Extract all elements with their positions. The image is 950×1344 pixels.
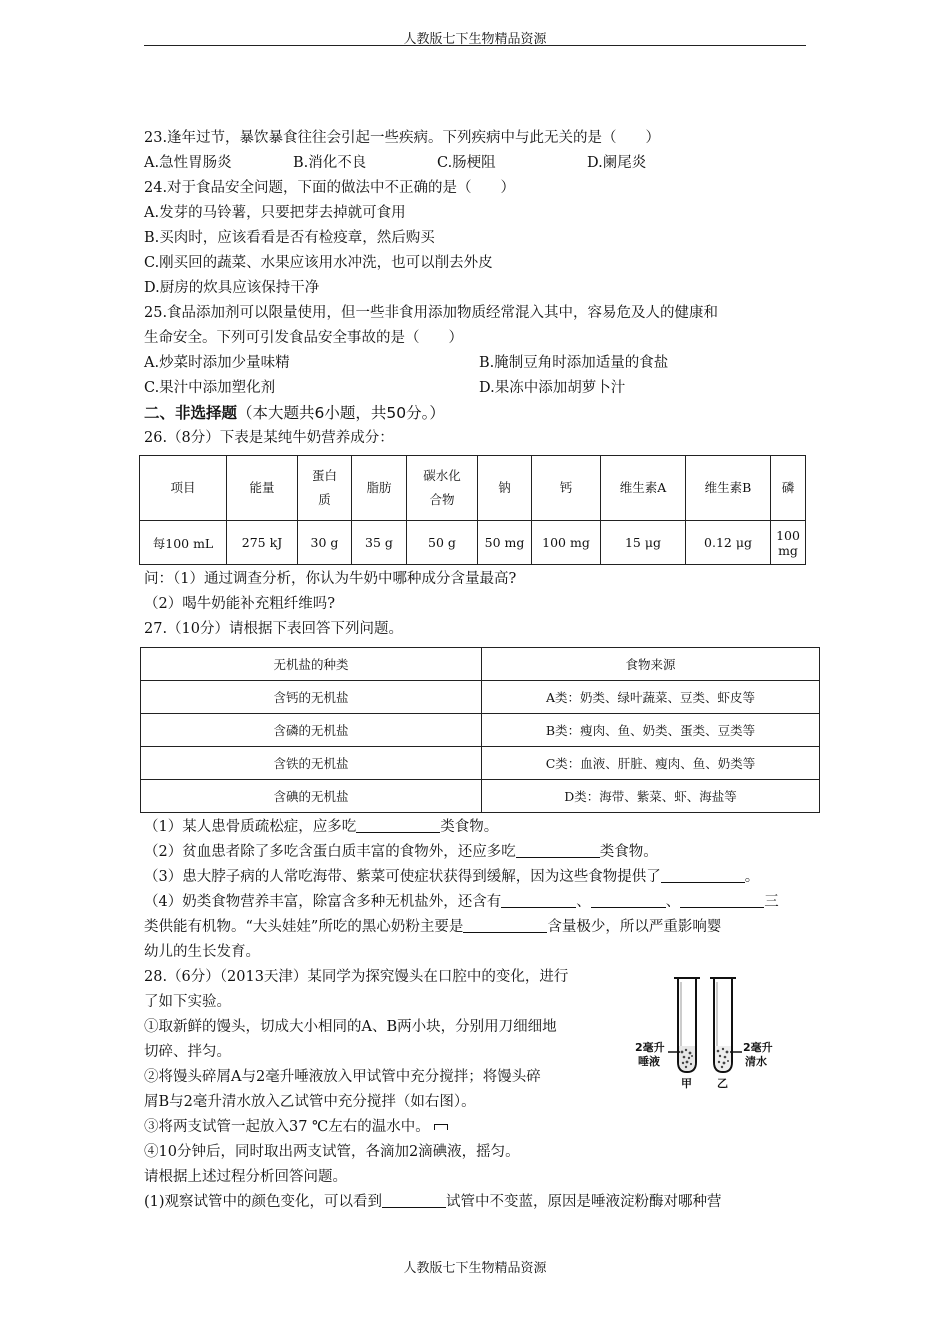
q28-stem-2: 了如下实验。 <box>144 994 231 1010</box>
table-cell: 100 mg <box>532 521 601 565</box>
table-cell: 50 mg <box>478 521 532 565</box>
table-cell: 15 μg <box>601 521 686 565</box>
q27-part-4-cont <box>144 915 810 940</box>
section-note: （本大题共6小题，共50分。） <box>237 404 445 422</box>
table-header-cell: 食物来源 <box>482 648 820 681</box>
table-header-text: 碳水化 合物 <box>423 468 461 507</box>
q28-step-5: 请根据上述过程分析回答问题。 <box>144 1169 347 1185</box>
q26-stem: 26.（8分）下表是某纯牛奶营养成分： <box>144 430 394 446</box>
q27-part-4-tail: 三 <box>764 894 779 910</box>
page-header: 人教版七下生物精品资源 <box>403 32 547 47</box>
left-label-2: 唾液 <box>638 1055 660 1068</box>
q24-stem: 24.对于食品安全问题，下面的做法中不正确的是（ ） <box>144 180 516 196</box>
q25-stem-line1: 25.食品添加剂可以限量使用，但一些非食用添加物质经常混入其中，容易危及人的健康和 <box>144 305 719 321</box>
q24-option-d: D.厨房的炊具应该保持干净 <box>144 280 320 296</box>
q25-options-ab <box>144 351 810 376</box>
q28-step-1b: 切碎、拌匀。 <box>144 1044 231 1060</box>
milk-nutrition-table <box>139 455 806 565</box>
q26-question-2: （2）喝牛奶能补充粗纤维吗? <box>144 596 335 612</box>
table-cell: B类：瘦肉、鱼、奶类、蛋类、豆类等 <box>482 714 820 747</box>
q27-part-3 <box>144 865 810 890</box>
table-header-cell: 维生素A <box>601 456 686 521</box>
answer-blank[interactable] <box>356 817 440 833</box>
table-header-cell: 无机盐的种类 <box>141 648 482 681</box>
table-cell: 100 mg <box>771 521 806 565</box>
table-cell: D类：海带、紫菜、虾、海盐等 <box>482 780 820 813</box>
q28-part-1-text: (1)观察试管中的颜色变化，可以看到 <box>144 1194 383 1210</box>
answer-blank[interactable] <box>501 892 576 908</box>
q28-step-2a: ②将馒头碎屑A与2毫升唾液放入甲试管中充分搅拌；将馒头碎 <box>144 1069 541 1085</box>
q24-option-a: A.发芽的马铃薯，只要把芽去掉就可食用 <box>144 205 406 221</box>
table-header-cell: 钙 <box>532 456 601 521</box>
table-cell: 50 g <box>407 521 478 565</box>
q24-option-c: C.刚买回的蔬菜、水果应该用水冲洗，也可以削去外皮 <box>144 255 493 271</box>
separator: 、 <box>576 894 591 910</box>
q25-option-a: A.炒菜时添加少量味精 <box>144 355 290 371</box>
table-cell: 275 kJ <box>227 521 298 565</box>
table-header-cell: 钠 <box>478 456 532 521</box>
table-row <box>141 747 820 780</box>
q28-stem-1: 28.（6分）（2013天津）某同学为探究馒头在口腔中的变化，进行 <box>144 969 569 985</box>
right-label-1: 2毫升 <box>743 1041 773 1054</box>
table-cell: 每100 mL <box>140 521 227 565</box>
q28-step-3-text: ③将两支试管一起放入37 ℃左右的温水中。 <box>144 1119 430 1135</box>
q28-part-1 <box>144 1190 810 1215</box>
q27-part-4 <box>144 890 810 915</box>
q27-part-1-tail: 类食物。 <box>440 819 499 835</box>
header-divider <box>144 45 806 46</box>
answer-blank[interactable] <box>516 842 600 858</box>
answer-blank[interactable] <box>382 1192 446 1208</box>
page-footer: 人教版七下生物精品资源 <box>403 1261 547 1276</box>
table-header-cell: 能量 <box>227 456 298 521</box>
left-label-1: 2毫升 <box>635 1041 665 1054</box>
tube-yi-label: 乙 <box>717 1077 728 1090</box>
section-heading: 二、非选择题 <box>144 404 238 422</box>
q28-part-1-tail: 试管中不变蓝，原因是唾液淀粉酶对哪种营 <box>446 1194 722 1210</box>
table-cell: 含钙的无机盐 <box>141 681 482 714</box>
q27-part-2 <box>144 840 810 865</box>
tube-jia-label: 甲 <box>681 1077 692 1090</box>
table-cell: 30 g <box>298 521 352 565</box>
q28-step-4: ④10分钟后，同时取出两支试管，各滴加2滴碘液，摇匀。 <box>144 1144 520 1160</box>
answer-blank[interactable] <box>591 892 666 908</box>
table-header-cell <box>407 456 478 521</box>
q27-part-1-text: （1）某人患骨质疏松症，应多吃 <box>144 819 357 835</box>
q23-option-d: D.阑尾炎 <box>587 155 647 171</box>
mineral-salt-table <box>140 647 820 813</box>
q24-option-b: B.买肉时，应该看看是否有检疫章，然后购买 <box>144 230 435 246</box>
table-cell: 35 g <box>352 521 407 565</box>
q23-stem: 23.逢年过节，暴饮暴食往往会引起一些疾病。下列疾病中与此无关的是（ ） <box>144 130 661 146</box>
q27-part-3-text: （3）患大脖子病的人常吃海带、紫菜可使症状获得到缓解，因为这些食物提供了 <box>144 869 661 885</box>
q27-part-3-tail: 。 <box>744 869 760 885</box>
answer-blank[interactable] <box>680 892 764 908</box>
table-header-cell: 项目 <box>140 456 227 521</box>
right-label-2: 清水 <box>745 1055 767 1068</box>
table-row <box>141 780 820 813</box>
answer-blank[interactable] <box>661 867 745 883</box>
q28-step-3 <box>144 1115 810 1140</box>
separator: 、 <box>665 894 681 910</box>
q26-question-1: 问：（1）通过调查分析，你认为牛奶中哪种成分含量最高? <box>144 571 517 587</box>
q23-option-b: B.消化不良 <box>293 155 367 171</box>
table-cell: A类：奶类、绿叶蔬菜、豆类、虾皮等 <box>482 681 820 714</box>
table-cell: C类：血液、肝脏、瘦肉、鱼、奶类等 <box>482 747 820 780</box>
section-title <box>144 401 810 426</box>
test-tube-diagram <box>630 976 780 1091</box>
table-cell: 含铁的无机盐 <box>141 747 482 780</box>
q25-option-d: D.果冻中添加胡萝卜汁 <box>479 380 626 396</box>
q25-stem-line2: 生命安全。下列可引发食品安全事故的是（ ） <box>144 330 463 346</box>
q27-part-2-text: （2）贫血患者除了多吃含蛋白质丰富的食物外，还应多吃 <box>144 844 516 860</box>
table-row <box>141 681 820 714</box>
q28-step-1a: ①取新鲜的馒头，切成大小相同的A、B两小块，分别用刀细细地 <box>144 1019 557 1035</box>
q27-part-4-cont-text: 类供能有机物。“大头娃娃”所吃的黑心奶粉主要是 <box>144 919 464 935</box>
table-header-cell <box>298 456 352 521</box>
q27-part-4-end: 幼儿的生长发育。 <box>144 944 260 960</box>
table-header-cell: 维生素B <box>686 456 771 521</box>
q27-part-4-cont-tail: 含量极少，所以严重影响婴 <box>547 919 722 935</box>
table-header-text: 蛋白 质 <box>311 468 337 507</box>
q27-part-1 <box>144 815 810 840</box>
mark-icon <box>434 1124 448 1130</box>
q25-option-c: C.果汁中添加塑化剂 <box>144 380 276 396</box>
q23-options <box>144 151 810 176</box>
test-tube-figure <box>630 976 780 1091</box>
q25-options-cd <box>144 376 810 401</box>
q28-step-2b: 屑B与2毫升清水放入乙试管中充分搅拌（如右图）。 <box>144 1094 476 1110</box>
table-header-cell: 磷 <box>771 456 806 521</box>
table-header-cell: 脂肪 <box>352 456 407 521</box>
table-cell: 含碘的无机盐 <box>141 780 482 813</box>
q23-option-c: C.肠梗阻 <box>437 155 496 171</box>
answer-blank[interactable] <box>463 917 547 933</box>
table-cell: 0.12 μg <box>686 521 771 565</box>
q27-stem: 27.（10分）请根据下表回答下列问题。 <box>144 621 404 637</box>
q27-part-2-tail: 类食物。 <box>599 844 658 860</box>
table-row <box>141 714 820 747</box>
table-cell: 含磷的无机盐 <box>141 714 482 747</box>
q23-option-a: A.急性胃肠炎 <box>144 155 232 171</box>
q27-part-4-text: （4）奶类食物营养丰富，除富含多种无机盐外，还含有 <box>144 894 502 910</box>
q25-option-b: B.腌制豆角时添加适量的食盐 <box>479 355 669 371</box>
